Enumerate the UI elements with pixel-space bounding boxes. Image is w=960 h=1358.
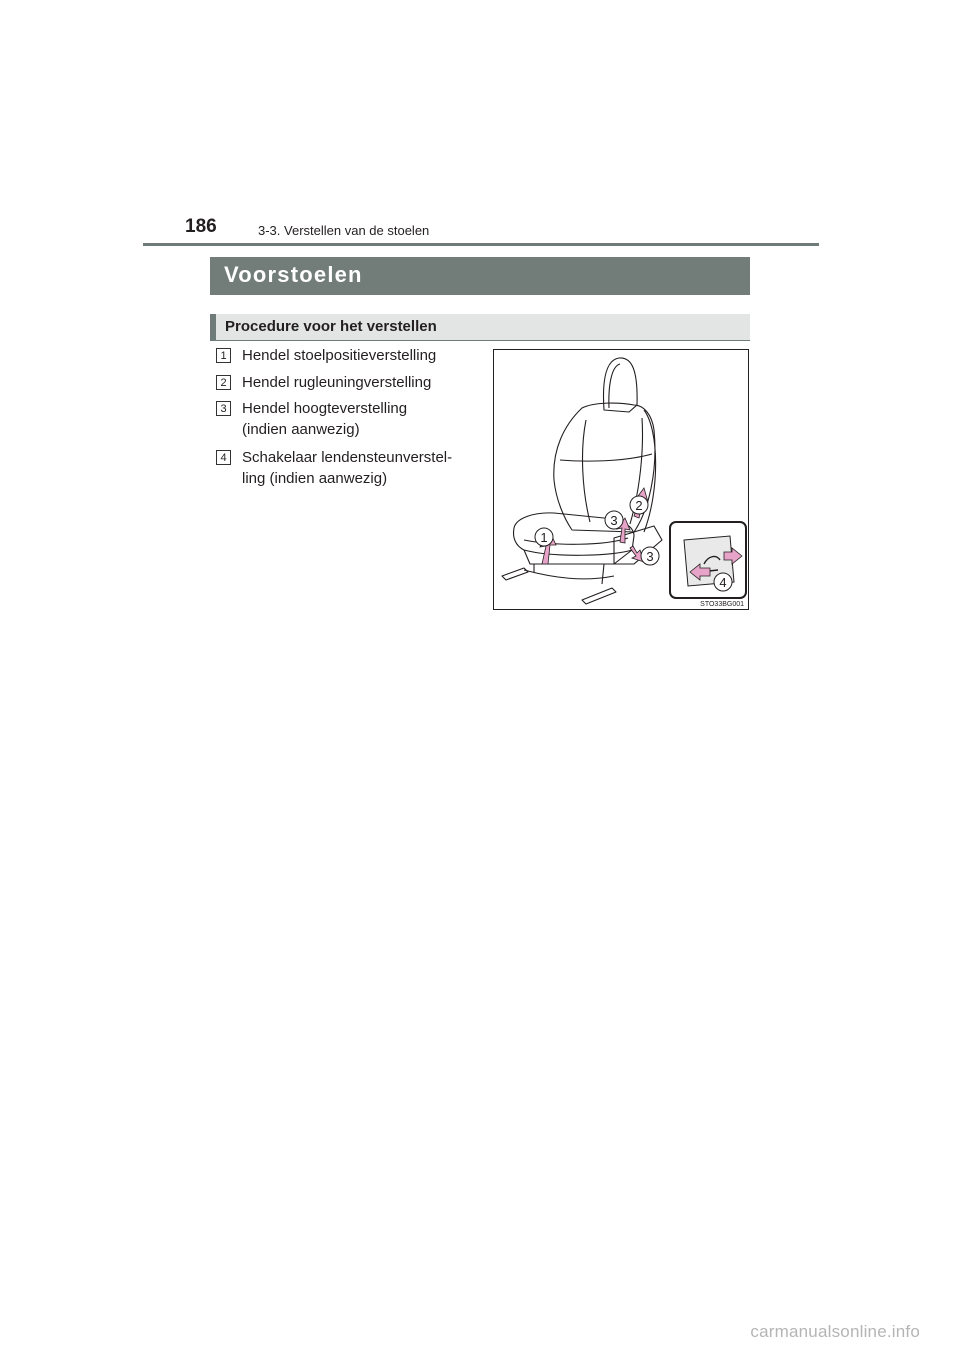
page-number: 186: [185, 216, 217, 237]
section-header: 3-3. Verstellen van de stoelen: [258, 223, 430, 238]
subtitle-accent: [210, 314, 216, 340]
subtitle-bar: [210, 314, 750, 341]
callout-3b-label: 3: [646, 549, 654, 564]
title-bar: [210, 257, 750, 295]
item-text-4: Schakelaar lendensteunverstel- ling (indien aanwezig): [242, 449, 453, 487]
seatback-stitch-1: [583, 420, 590, 522]
header-rule: [143, 243, 819, 246]
callout-4-label: 4: [719, 575, 727, 590]
item-text-2: Hendel rugleuningverstelling: [242, 374, 432, 391]
item-text-3: Hendel hoogteverstelling (indien aanwezig): [242, 400, 408, 438]
headrest-inner: [609, 364, 620, 408]
seatback-stitch-3: [560, 454, 652, 461]
callout-2-label: 2: [635, 498, 643, 513]
callout-3a-label: 3: [610, 513, 618, 528]
callout-1-label: 1: [540, 530, 548, 545]
callout-1: [535, 528, 553, 546]
item-text-1: Hendel stoelpositieverstelling: [242, 347, 437, 364]
watermark: carmanualsonline.info: [750, 1322, 920, 1341]
item-number-2: 2: [216, 375, 231, 390]
item-number-4: 4: [216, 450, 231, 465]
callout-2: [630, 496, 648, 514]
page-title: Voorstoelen: [224, 262, 363, 287]
rail-bar: [524, 570, 614, 579]
item-number-3: 3: [216, 401, 231, 416]
rail-right: [582, 588, 616, 604]
callout-3a: [605, 511, 623, 529]
figure-code: STO33BG001: [700, 601, 744, 608]
cushion-front: [524, 550, 632, 564]
subtitle: Procedure voor het verstellen: [225, 318, 437, 335]
rail-leg-right: [602, 564, 604, 584]
callout-3b: [641, 547, 659, 565]
callout-4: [714, 573, 732, 591]
item-number-1: 1: [216, 348, 231, 363]
seat-illustration: [494, 350, 748, 609]
seat-figure: [493, 349, 749, 610]
